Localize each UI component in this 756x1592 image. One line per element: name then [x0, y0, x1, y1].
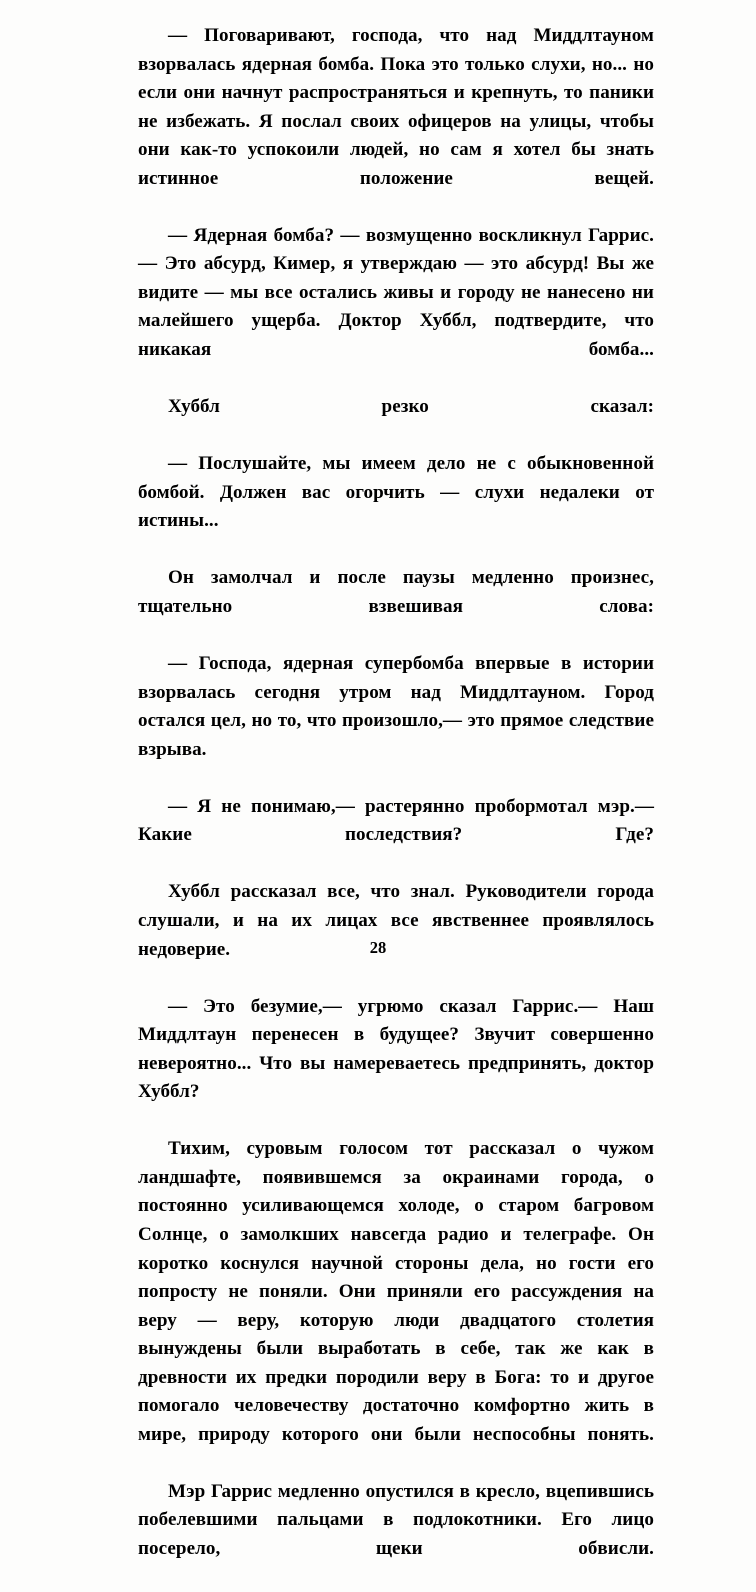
paragraph: Хуббл резко сказал:	[168, 396, 654, 418]
paragraph: Тихим, суровым голосом тот рассказал о чужом ландшафте, появившемся за окраинами города, о постоянно усиливающемся холоде, о старом багровом Солнце, о замолкших навсегда радио и телеграфе. Он коротко коснулся научной стороны дела, но гости его попросту не поняли. Они приняли его рассуждения на веру — веру, которую люди двадцатого столетия вынуждены были выработать в себе, так же как в древности их предки породили веру в Бога: то и другое помогало человечеству достаточно комфортно жить в мире, природу которого они были неспособны понять.	[138, 1138, 654, 1445]
page-number: 28	[369, 938, 387, 957]
paragraph: — Я не понимаю,— растерянно пробормотал мэр.— Какие последствия? Где?	[138, 795, 654, 846]
paragraph: — Ядерная бомба? — возмущенно воскликнул Гаррис.— Это абсурд, Кимер, я утверждаю — это абсурд! Вы же видите — мы все остались живы и городу не нанесено ни малейшего ущерба. Доктор Хуббл, подтвердите, что никакая бомба...	[138, 224, 654, 361]
paragraph: — Это безумие,— угрюмо сказал Гаррис.— Наш Миддлтаун перенесен в будущее? Звучит совершенно невероятно... Что вы намереваетесь предпринять, доктор Хуббл?	[138, 995, 654, 1103]
paragraph: — Поговаривают, господа, что над Миддлтауном взорвалась ядерная бомба. Пока это только слухи, но... но если они начнут распространяться и крепнуть, то паники не избежать. Я послал своих офицеров на улицы, чтобы они как-то успокоили людей, но сам я хотел бы знать истинное положение вещей.	[138, 25, 654, 189]
paragraph: — Господа, ядерная супербомба впервые в истории взорвалась сегодня утром над Миддлтауном. Город остался цел, но то, что произошло,— это прямое следствие взрыва.	[138, 653, 654, 760]
paragraph: — Послушайте, мы имеем дело не с обыкновенной бомбой. Должен вас огорчить — слухи недалеки от истины...	[138, 453, 654, 532]
paragraph: Он замолчал и после паузы медленно произнес, тщательно взвешивая слова:	[138, 567, 654, 617]
paragraph: Мэр Гаррис медленно опустился в кресло, вцепившись побелевшими пальцами в подлокотники. Его лицо посерело, щеки обвисли.	[138, 1480, 654, 1559]
paragraph: Хуббл рассказал все, что знал. Руководители города слушали, и на их лицах все явственнее проявлялось недоверие.	[138, 881, 654, 960]
page-text-block	[138, 22, 654, 1592]
